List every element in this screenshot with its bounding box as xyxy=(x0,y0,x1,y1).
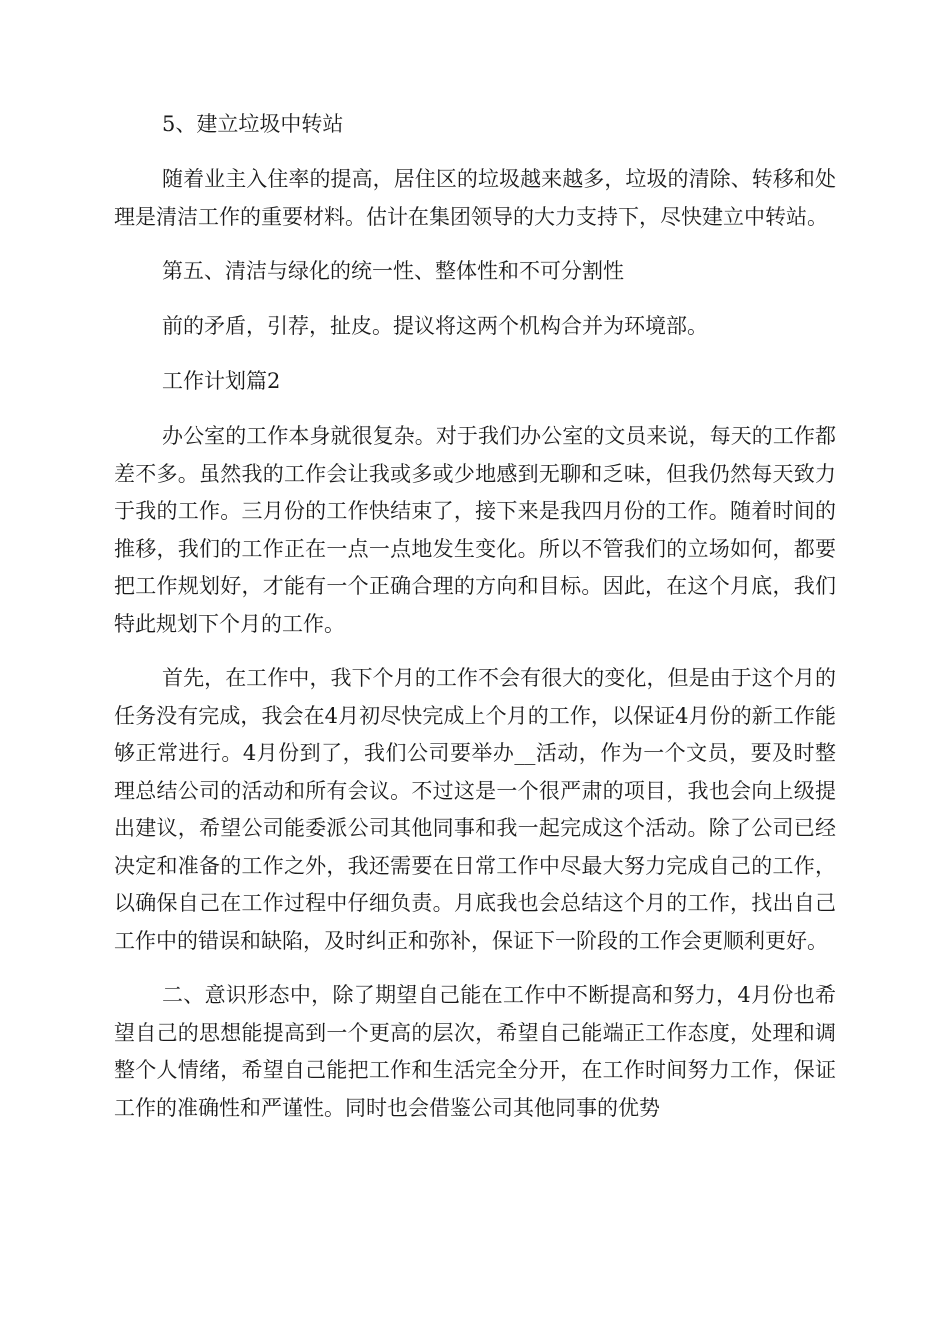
paragraph-second-point: 二、意识形态中，除了期望自己能在工作中不断提高和努力，4月份也希望自己的思想能提高到一个更高的层次，希望自己能端正工作态度，处理和调整个人情绪，希望自己能把工作和生活完全分开，在工作时间努力工作，保证工作的准确性和严谨性。同时也会借鉴公司其他同事的优势 xyxy=(114,983,836,1120)
article-title-plan-2: 工作计划篇2 xyxy=(162,369,281,393)
document-body xyxy=(114,106,836,1144)
paragraph-merge-proposal: 前的矛盾，引荐，扯皮。提议将这两个机构合并为环境部。 xyxy=(162,314,708,338)
paragraph-first-point: 首先，在工作中，我下个月的工作不会有很大的变化，但是由于这个月的任务没有完成，我会在4月初尽快完成上个月的工作，以保证4月份的新工作能够正常进行。4月份到了，我们公司要举办__活动，作为一个文员，要及时整理总结公司的活动和所有会议。不过这是一个很严肃的项目，我也会向上级提出建议，希望公司能委派公司其他同事和我一起完成这个活动。除了公司已经决定和准备的工作之外，我还需要在日常工作中尽最大努力完成自己的工作，以确保自己在工作过程中仔细负责。月底我也会总结这个月的工作，找出自己工作中的错误和缺陷，及时纠正和弥补，保证下一阶段的工作会更顺利更好。 xyxy=(114,666,836,953)
paragraph-transfer-station: 随着业主入住率的提高，居住区的垃圾越来越多，垃圾的清除、转移和处理是清洁工作的重要材料。估计在集团领导的大力支持下，尽快建立中转站。 xyxy=(114,167,836,229)
section-heading-transfer-station: 5、建立垃圾中转站 xyxy=(162,112,344,136)
section-heading-cleaning-greening: 第五、清洁与绿化的统一性、整体性和不可分割性 xyxy=(162,259,624,283)
paragraph-office-intro: 办公室的工作本身就很复杂。对于我们办公室的文员来说，每天的工作都差不多。虽然我的工作会让我或多或少地感到无聊和乏味，但我仍然每天致力于我的工作。三月份的工作快结束了，接下来是我四月份的工作。随着时间的推移，我们的工作正在一点一点地发生变化。所以不管我们的立场如何，都要把工作规划好，才能有一个正确合理的方向和目标。因此，在这个月底，我们特此规划下个月的工作。 xyxy=(114,424,836,636)
